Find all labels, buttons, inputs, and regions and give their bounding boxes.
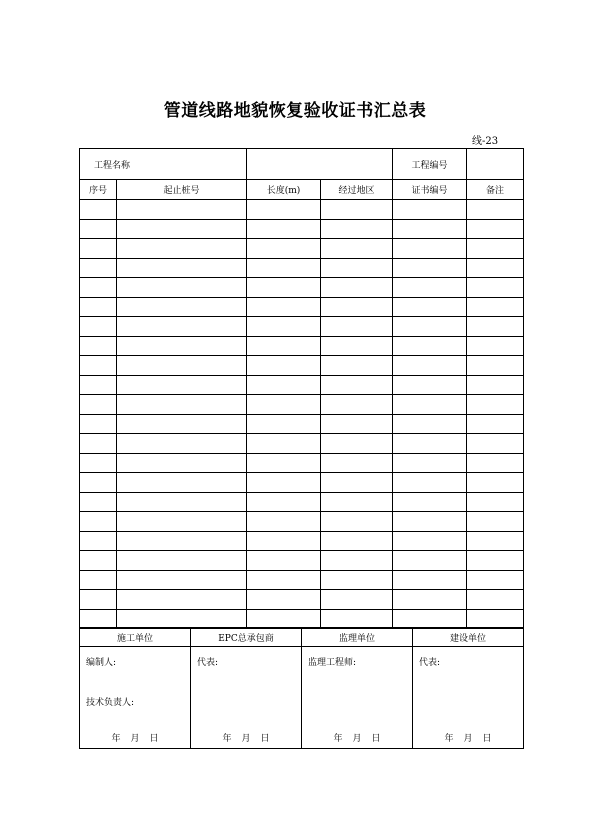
sig-date-owner: 年 月 日 — [444, 734, 492, 744]
sig-label-supervising-engineer: 监理工程师: — [308, 658, 357, 668]
sig-header-contractor: 施工单位 — [80, 628, 191, 647]
cell-stake[interactable] — [117, 590, 247, 610]
cell-cert-no[interactable] — [393, 375, 467, 395]
cell-stake[interactable] — [117, 531, 247, 551]
table-row — [80, 473, 524, 493]
cell-area[interactable] — [321, 356, 393, 376]
col-header-stake: 起止桩号 — [117, 180, 247, 200]
cell-cert-no[interactable] — [393, 219, 467, 239]
cell-stake[interactable] — [117, 239, 247, 259]
cell-length[interactable] — [247, 473, 321, 493]
cell-stake[interactable] — [117, 200, 247, 220]
cell-cert-no[interactable] — [393, 453, 467, 473]
project-name-value[interactable] — [247, 149, 393, 180]
sig-cell-supervisor[interactable] — [302, 647, 413, 749]
cell-remarks[interactable] — [467, 590, 524, 610]
cell-remarks[interactable] — [467, 570, 524, 590]
cell-length[interactable] — [247, 570, 321, 590]
cell-length[interactable] — [247, 609, 321, 629]
table-row — [80, 551, 524, 571]
cell-remarks[interactable] — [467, 317, 524, 337]
table-row — [80, 414, 524, 434]
cell-index[interactable] — [80, 492, 117, 512]
cell-area[interactable] — [321, 531, 393, 551]
sig-date-supervisor: 年 月 日 — [333, 734, 381, 744]
cell-remarks[interactable] — [467, 278, 524, 298]
cell-length[interactable] — [247, 278, 321, 298]
signature-table — [79, 627, 524, 749]
table-row — [80, 297, 524, 317]
cell-length[interactable] — [247, 356, 321, 376]
cell-remarks[interactable] — [467, 200, 524, 220]
cell-remarks[interactable] — [467, 512, 524, 532]
cell-area[interactable] — [321, 239, 393, 259]
cell-area[interactable] — [321, 395, 393, 415]
cell-index[interactable] — [80, 609, 117, 629]
cell-stake[interactable] — [117, 336, 247, 356]
cell-index[interactable] — [80, 258, 117, 278]
table-row — [80, 512, 524, 532]
cell-stake[interactable] — [117, 453, 247, 473]
cell-stake[interactable] — [117, 375, 247, 395]
cell-cert-no[interactable] — [393, 434, 467, 454]
cell-stake[interactable] — [117, 551, 247, 571]
sig-date-epc: 年 月 日 — [222, 734, 270, 744]
cell-length[interactable] — [247, 512, 321, 532]
table-row — [80, 219, 524, 239]
cell-stake[interactable] — [117, 512, 247, 532]
cell-remarks[interactable] — [467, 453, 524, 473]
cell-index[interactable] — [80, 473, 117, 493]
cell-area[interactable] — [321, 414, 393, 434]
table-row — [80, 278, 524, 298]
col-header-index: 序号 — [80, 180, 117, 200]
cell-stake[interactable] — [117, 570, 247, 590]
cell-cert-no[interactable] — [393, 590, 467, 610]
cell-cert-no[interactable] — [393, 239, 467, 259]
cell-area[interactable] — [321, 375, 393, 395]
cell-area[interactable] — [321, 512, 393, 532]
page-title: 管道线路地貌恢复验收证书汇总表 — [163, 101, 427, 121]
cell-index[interactable] — [80, 200, 117, 220]
cell-area[interactable] — [321, 434, 393, 454]
sig-cell-epc[interactable] — [191, 647, 302, 749]
cell-stake[interactable] — [117, 473, 247, 493]
cell-length[interactable] — [247, 317, 321, 337]
table-row — [80, 356, 524, 376]
sig-label-tech-lead: 技术负责人: — [86, 698, 135, 708]
cell-remarks[interactable] — [467, 434, 524, 454]
cell-area[interactable] — [321, 336, 393, 356]
cell-area[interactable] — [321, 297, 393, 317]
cell-index[interactable] — [80, 512, 117, 532]
table-row — [80, 570, 524, 590]
cell-remarks[interactable] — [467, 551, 524, 571]
cell-remarks[interactable] — [467, 356, 524, 376]
signature-body-row — [80, 647, 524, 749]
cell-area[interactable] — [321, 200, 393, 220]
cell-cert-no[interactable] — [393, 551, 467, 571]
cell-length[interactable] — [247, 492, 321, 512]
cell-remarks[interactable] — [467, 531, 524, 551]
cell-remarks[interactable] — [467, 395, 524, 415]
table-row — [80, 317, 524, 337]
project-name-label: 工程名称 — [80, 149, 247, 180]
col-header-area: 经过地区 — [321, 180, 393, 200]
cell-area[interactable] — [321, 453, 393, 473]
table-row — [80, 395, 524, 415]
cell-stake[interactable] — [117, 278, 247, 298]
cell-area[interactable] — [321, 473, 393, 493]
cell-index[interactable] — [80, 336, 117, 356]
col-header-cert-no: 证书编号 — [393, 180, 467, 200]
table-row — [80, 200, 524, 220]
cell-length[interactable] — [247, 434, 321, 454]
table-row — [80, 239, 524, 259]
table-row — [80, 531, 524, 551]
cell-index[interactable] — [80, 531, 117, 551]
cell-cert-no[interactable] — [393, 570, 467, 590]
cell-index[interactable] — [80, 297, 117, 317]
table-row — [80, 375, 524, 395]
cell-area[interactable] — [321, 219, 393, 239]
table-row — [80, 336, 524, 356]
cell-length[interactable] — [247, 239, 321, 259]
cell-stake[interactable] — [117, 395, 247, 415]
col-header-length: 长度(m) — [247, 180, 321, 200]
table-row — [80, 258, 524, 278]
cell-length[interactable] — [247, 453, 321, 473]
cell-stake[interactable] — [117, 297, 247, 317]
cell-cert-no[interactable] — [393, 258, 467, 278]
cell-index[interactable] — [80, 453, 117, 473]
cell-index[interactable] — [80, 395, 117, 415]
cell-index[interactable] — [80, 219, 117, 239]
cell-cert-no[interactable] — [393, 395, 467, 415]
cell-area[interactable] — [321, 590, 393, 610]
cell-remarks[interactable] — [467, 414, 524, 434]
cell-cert-no[interactable] — [393, 492, 467, 512]
cell-stake[interactable] — [117, 414, 247, 434]
cell-cert-no[interactable] — [393, 336, 467, 356]
sig-label-preparer: 编制人: — [86, 658, 117, 668]
cell-cert-no[interactable] — [393, 473, 467, 493]
cell-index[interactable] — [80, 590, 117, 610]
cell-remarks[interactable] — [467, 336, 524, 356]
cell-stake[interactable] — [117, 317, 247, 337]
cell-index[interactable] — [80, 317, 117, 337]
cell-stake[interactable] — [117, 434, 247, 454]
cell-cert-no[interactable] — [393, 356, 467, 376]
cell-cert-no[interactable] — [393, 512, 467, 532]
cell-length[interactable] — [247, 297, 321, 317]
cell-length[interactable] — [247, 531, 321, 551]
cell-area[interactable] — [321, 317, 393, 337]
cell-index[interactable] — [80, 414, 117, 434]
cell-area[interactable] — [321, 570, 393, 590]
cell-cert-no[interactable] — [393, 278, 467, 298]
cell-area[interactable] — [321, 609, 393, 629]
cell-cert-no[interactable] — [393, 200, 467, 220]
cell-remarks[interactable] — [467, 219, 524, 239]
summary-table — [79, 148, 524, 629]
cell-stake[interactable] — [117, 258, 247, 278]
cell-remarks[interactable] — [467, 609, 524, 629]
table-row — [80, 434, 524, 454]
cell-index[interactable] — [80, 434, 117, 454]
cell-length[interactable] — [247, 200, 321, 220]
cell-area[interactable] — [321, 551, 393, 571]
cell-index[interactable] — [80, 551, 117, 571]
sig-date-contractor: 年 月 日 — [111, 734, 159, 744]
cell-length[interactable] — [247, 414, 321, 434]
cell-index[interactable] — [80, 278, 117, 298]
sig-header-supervisor: 监理单位 — [302, 628, 413, 647]
cell-stake[interactable] — [117, 219, 247, 239]
cell-area[interactable] — [321, 278, 393, 298]
project-info-row — [80, 149, 524, 180]
sig-label-owner-rep: 代表: — [419, 658, 441, 668]
cell-stake[interactable] — [117, 609, 247, 629]
cell-area[interactable] — [321, 492, 393, 512]
form-code: 线-23 — [472, 136, 499, 147]
table-row — [80, 609, 524, 629]
cell-length[interactable] — [247, 258, 321, 278]
cell-remarks[interactable] — [467, 375, 524, 395]
cell-length[interactable] — [247, 219, 321, 239]
cell-remarks[interactable] — [467, 492, 524, 512]
cell-cert-no[interactable] — [393, 414, 467, 434]
cell-index[interactable] — [80, 356, 117, 376]
table-row — [80, 492, 524, 512]
cell-length[interactable] — [247, 395, 321, 415]
cell-area[interactable] — [321, 258, 393, 278]
project-number-label: 工程编号 — [393, 149, 467, 180]
cell-index[interactable] — [80, 239, 117, 259]
cell-remarks[interactable] — [467, 258, 524, 278]
cell-cert-no[interactable] — [393, 609, 467, 629]
cell-remarks[interactable] — [467, 297, 524, 317]
cell-length[interactable] — [247, 590, 321, 610]
table-row — [80, 590, 524, 610]
cell-cert-no[interactable] — [393, 297, 467, 317]
cell-length[interactable] — [247, 375, 321, 395]
cell-remarks[interactable] — [467, 473, 524, 493]
cell-stake[interactable] — [117, 356, 247, 376]
cell-cert-no[interactable] — [393, 531, 467, 551]
cell-cert-no[interactable] — [393, 317, 467, 337]
project-number-value[interactable] — [467, 149, 524, 180]
sig-label-epc-rep: 代表: — [197, 658, 219, 668]
sig-cell-contractor[interactable] — [80, 647, 191, 749]
sig-header-owner: 建设单位 — [413, 628, 524, 647]
sig-cell-owner[interactable] — [413, 647, 524, 749]
signature-header-row — [80, 628, 524, 647]
table-row — [80, 453, 524, 473]
sig-header-epc: EPC总承包商 — [191, 628, 302, 647]
cell-length[interactable] — [247, 336, 321, 356]
cell-stake[interactable] — [117, 492, 247, 512]
column-header-row — [80, 180, 524, 200]
col-header-remarks: 备注 — [467, 180, 524, 200]
cell-index[interactable] — [80, 375, 117, 395]
cell-remarks[interactable] — [467, 239, 524, 259]
cell-index[interactable] — [80, 570, 117, 590]
cell-length[interactable] — [247, 551, 321, 571]
